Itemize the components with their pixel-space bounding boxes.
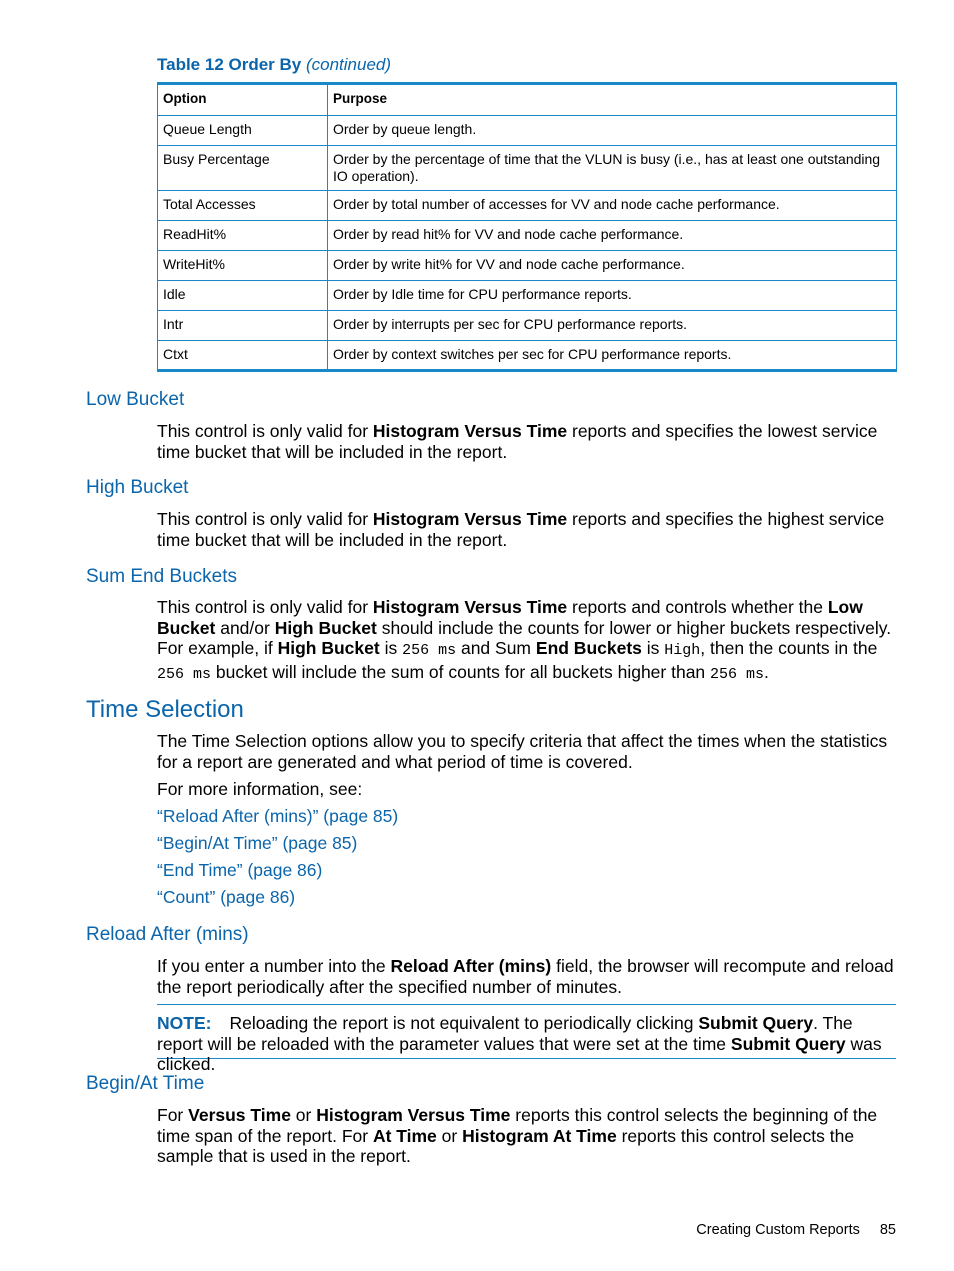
text: is	[379, 638, 403, 658]
paragraph-high-bucket	[157, 509, 899, 550]
purpose-cell: Order by queue length.	[328, 116, 897, 146]
table-row	[158, 191, 897, 221]
page-number: 85	[879, 1222, 896, 1238]
text: reports and specifies the highest service time bucket that will be included in the report.	[157, 509, 885, 550]
link-end-time[interactable]: “End Time” (page 86)	[157, 860, 323, 880]
link-reload-after[interactable]: “Reload After (mins)” (page 85)	[157, 806, 399, 826]
bold-term: Histogram At Time	[462, 1125, 617, 1146]
text: was clicked.	[157, 1033, 882, 1074]
link-begin-at-time[interactable]: “Begin/At Time” (page 85)	[157, 833, 358, 853]
heading-reload-after: Reload After (mins)	[86, 924, 249, 945]
table-row	[158, 146, 897, 191]
bold-term: Histogram Versus Time	[372, 509, 568, 529]
text: field, the browser will recompute and reload the report periodically after the specified number of minutes.	[157, 956, 894, 997]
table-caption-continued: (continued)	[305, 55, 392, 74]
paragraph-reload-after	[157, 956, 899, 997]
bold-term: Versus Time	[188, 1105, 291, 1125]
column-header-purpose: Purpose	[328, 84, 897, 116]
table-caption	[157, 55, 391, 75]
bold-term: High Bucket	[274, 617, 377, 638]
code-value: High	[664, 642, 701, 659]
text: If you enter a number into the	[157, 956, 391, 976]
table-row	[158, 116, 897, 146]
text: bucket will include the sum of counts for all buckets higher than	[211, 661, 711, 682]
purpose-cell: Order by read hit% for VV and node cache performance.	[328, 221, 897, 251]
table-row	[158, 251, 897, 281]
text: This control is only valid for	[157, 421, 373, 441]
text: should include the counts for lower or higher buckets respectively. For example, if	[157, 617, 892, 658]
text: .	[764, 661, 769, 682]
footer-section-title: Creating Custom Reports	[696, 1222, 860, 1238]
order-by-table	[157, 82, 897, 372]
table-row	[158, 311, 897, 341]
heading-high-bucket: High Bucket	[86, 477, 189, 498]
text: or	[436, 1125, 463, 1146]
bold-term: End Buckets	[535, 638, 642, 658]
table-caption-main: Table 12 Order By	[157, 55, 302, 74]
heading-low-bucket: Low Bucket	[86, 389, 185, 410]
table-row	[158, 221, 897, 251]
bold-term: Histogram Versus Time	[372, 597, 568, 617]
option-cell: Intr	[158, 311, 328, 341]
text: and/or	[215, 617, 275, 638]
text: reports and specifies the lowest service time bucket that will be included in the report.	[157, 421, 878, 462]
heading-time-selection: Time Selection	[86, 696, 244, 723]
paragraph-low-bucket	[157, 421, 899, 462]
bold-term: Submit Query	[730, 1033, 846, 1054]
bold-term: Low Bucket	[157, 597, 863, 638]
paragraph-more-info: For more information, see:	[157, 779, 363, 799]
paragraph-sum-end-buckets	[157, 597, 899, 685]
option-cell: Idle	[158, 281, 328, 311]
text: , then the counts in the	[700, 638, 878, 658]
purpose-cell: Order by interrupts per sec for CPU performance reports.	[328, 311, 897, 341]
text: reports this control selects the beginning of the time span of the report. For	[157, 1105, 878, 1146]
option-cell: Ctxt	[158, 341, 328, 371]
purpose-cell: Order by context switches per sec for CPU performance reports.	[328, 341, 897, 371]
table-row	[158, 341, 897, 371]
option-cell: Queue Length	[158, 116, 328, 146]
note-label: NOTE:	[157, 1013, 212, 1033]
text: reports this control selects the sample that is used in the report.	[157, 1125, 855, 1166]
text: and Sum	[456, 638, 536, 658]
table-header-row	[158, 84, 897, 116]
column-header-option: Option	[158, 84, 328, 116]
bold-term: Reload After (mins)	[390, 956, 552, 976]
page-footer	[620, 1222, 896, 1238]
heading-begin-at-time: Begin/At Time	[86, 1073, 205, 1094]
text: . The report will be reloaded with the parameter values that were set at the time	[157, 1013, 853, 1054]
option-cell: ReadHit%	[158, 221, 328, 251]
purpose-cell: Order by Idle time for CPU performance reports.	[328, 281, 897, 311]
code-value: 256 ms	[710, 665, 765, 683]
bold-term: High Bucket	[277, 638, 380, 658]
note-box	[157, 1004, 896, 1074]
text: is	[641, 638, 665, 658]
option-cell: Busy Percentage	[158, 146, 328, 191]
option-cell: Total Accesses	[158, 191, 328, 221]
text: or	[290, 1105, 317, 1125]
text: This control is only valid for	[157, 509, 373, 529]
purpose-cell: Order by the percentage of time that the VLUN is busy (i.e., has at least one outstanding IO operation).	[328, 146, 897, 191]
paragraph-begin-at-time	[157, 1105, 899, 1167]
table-row	[158, 281, 897, 311]
text: Reloading the report is not equivalent to periodically clicking	[229, 1013, 699, 1033]
bold-term: At Time	[372, 1125, 437, 1146]
bold-term: Histogram Versus Time	[316, 1105, 511, 1125]
purpose-cell: Order by write hit% for VV and node cache performance.	[328, 251, 897, 281]
option-cell: WriteHit%	[158, 251, 328, 281]
text: reports and controls whether the	[567, 597, 828, 617]
text: This control is only valid for	[157, 597, 373, 617]
bold-term: Histogram Versus Time	[372, 421, 568, 441]
code-value: 256 ms	[402, 642, 457, 659]
link-count[interactable]: “Count” (page 86)	[157, 887, 296, 907]
text: For	[157, 1105, 189, 1125]
bold-term: Submit Query	[698, 1013, 814, 1033]
heading-sum-end-buckets: Sum End Buckets	[86, 566, 238, 587]
code-value: 256 ms	[157, 665, 212, 683]
purpose-cell: Order by total number of accesses for VV and node cache performance.	[328, 191, 897, 221]
paragraph-time-selection: The Time Selection options allow you to specify criteria that affect the times when the statistics for a report are generated and what period of time is covered.	[157, 731, 888, 772]
